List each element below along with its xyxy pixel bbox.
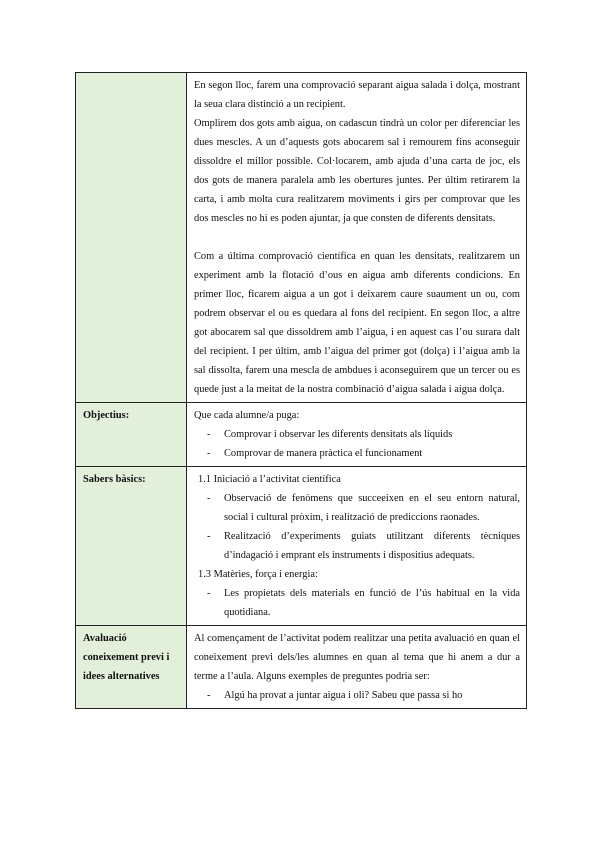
objectius-list [194,425,520,463]
objectius-label: Objectius: [76,403,187,467]
avaluacio-row [76,626,527,709]
paragraph-egg-experiment: Com a última comprovació científica en quan les densitats, realitzarem un experiment amb la flotació d’ous en aigua amb diferents condicions. En primer lloc, ficarem aigua a un got i deixarem caure suaument un ou, com podrem observar el ou es quedara al fons del recipient. En segon lloc, a altre got abocarem sal que dissoldrem amb l’aigua, i en aquest cas l’ou surara dalt del recipient. I per últim, amb l’aigua del primer got (dolça) i l’aigua amb la sal dissolta, farem una mescla de ambdues i aconseguirem que un tercer ou es quede just a la meitat de la nostra combinació d’aigua salada i aigua dolça. [194,251,520,395]
sabers-cell [187,467,527,626]
sabers-row [76,467,527,626]
list-item: - Comprovar de manera pràctica el funcionament [224,444,520,463]
avaluacio-cell [187,626,527,709]
sabers-list-2 [194,584,520,622]
list-item: - Observació de fenòmens que succeeixen en el seu entorn natural, social i cultural pròxim, i realització de prediccions raonades. [224,489,520,527]
list-item: - Realització d’experiments guiats utilitzant diferents tècniques d’indagació i emprant els instruments i dispositius adequats. [224,527,520,565]
list-item: - Comprovar i observar les diferents densitats als líquids [224,425,520,444]
list-item: - Les propietats dels materials en funció de l’ús habitual en la vida quotidiana. [224,584,520,622]
objectius-intro: Que cada alumne/a puga: [194,410,300,421]
sabers-section-heading: 1.1 Iniciació a l’activitat científica [198,474,341,485]
objectius-row [76,403,527,467]
description-row [76,73,527,403]
avaluacio-label: Avaluació coneixement previ i idees alternatives [76,626,187,709]
paragraph-procedure: Omplirem dos gots amb aigua, on cadascun tindrà un color per diferenciar les dues mescles. A un d’aquests gots abocarem sal i remourem fins aconseguir dissoldre el millor possible. Col·locarem, amb ajuda d’una carta de joc, els dos gots de manera paralela amb les obertures juntes. Per últim retirarem la carta, i amb molta cura realitzarem moviments i girs per comprovar que les dos mescles no hi es poden ajuntar, ja que consten de diferents densitats. [194,118,520,224]
objectius-cell [187,403,527,467]
avaluacio-text: Al començament de l’activitat podem realitzar una petita avaluació en quan el coneixement previ dels/les alumnes en quan al tema que hi anem a dur a terme a l’aula. Alguns exemples de preguntes podria ser: [194,633,520,682]
list-item: - Algú ha provat a juntar aigua i oli? Sabeu que passa si ho [224,686,520,705]
paragraph-separation: En segon lloc, farem una comprovació separant aigua salada i dolça, mostrant la seua clara distinció a un recipient. [194,80,520,110]
avaluacio-questions [194,686,520,705]
sabers-section-heading: 1.3 Matèries, força i energia: [198,569,318,580]
description-cell [187,73,527,403]
sabers-list-1 [194,489,520,565]
activity-table [75,72,527,709]
sabers-label: Sabers bàsics: [76,467,187,626]
description-label-cell [76,73,187,403]
